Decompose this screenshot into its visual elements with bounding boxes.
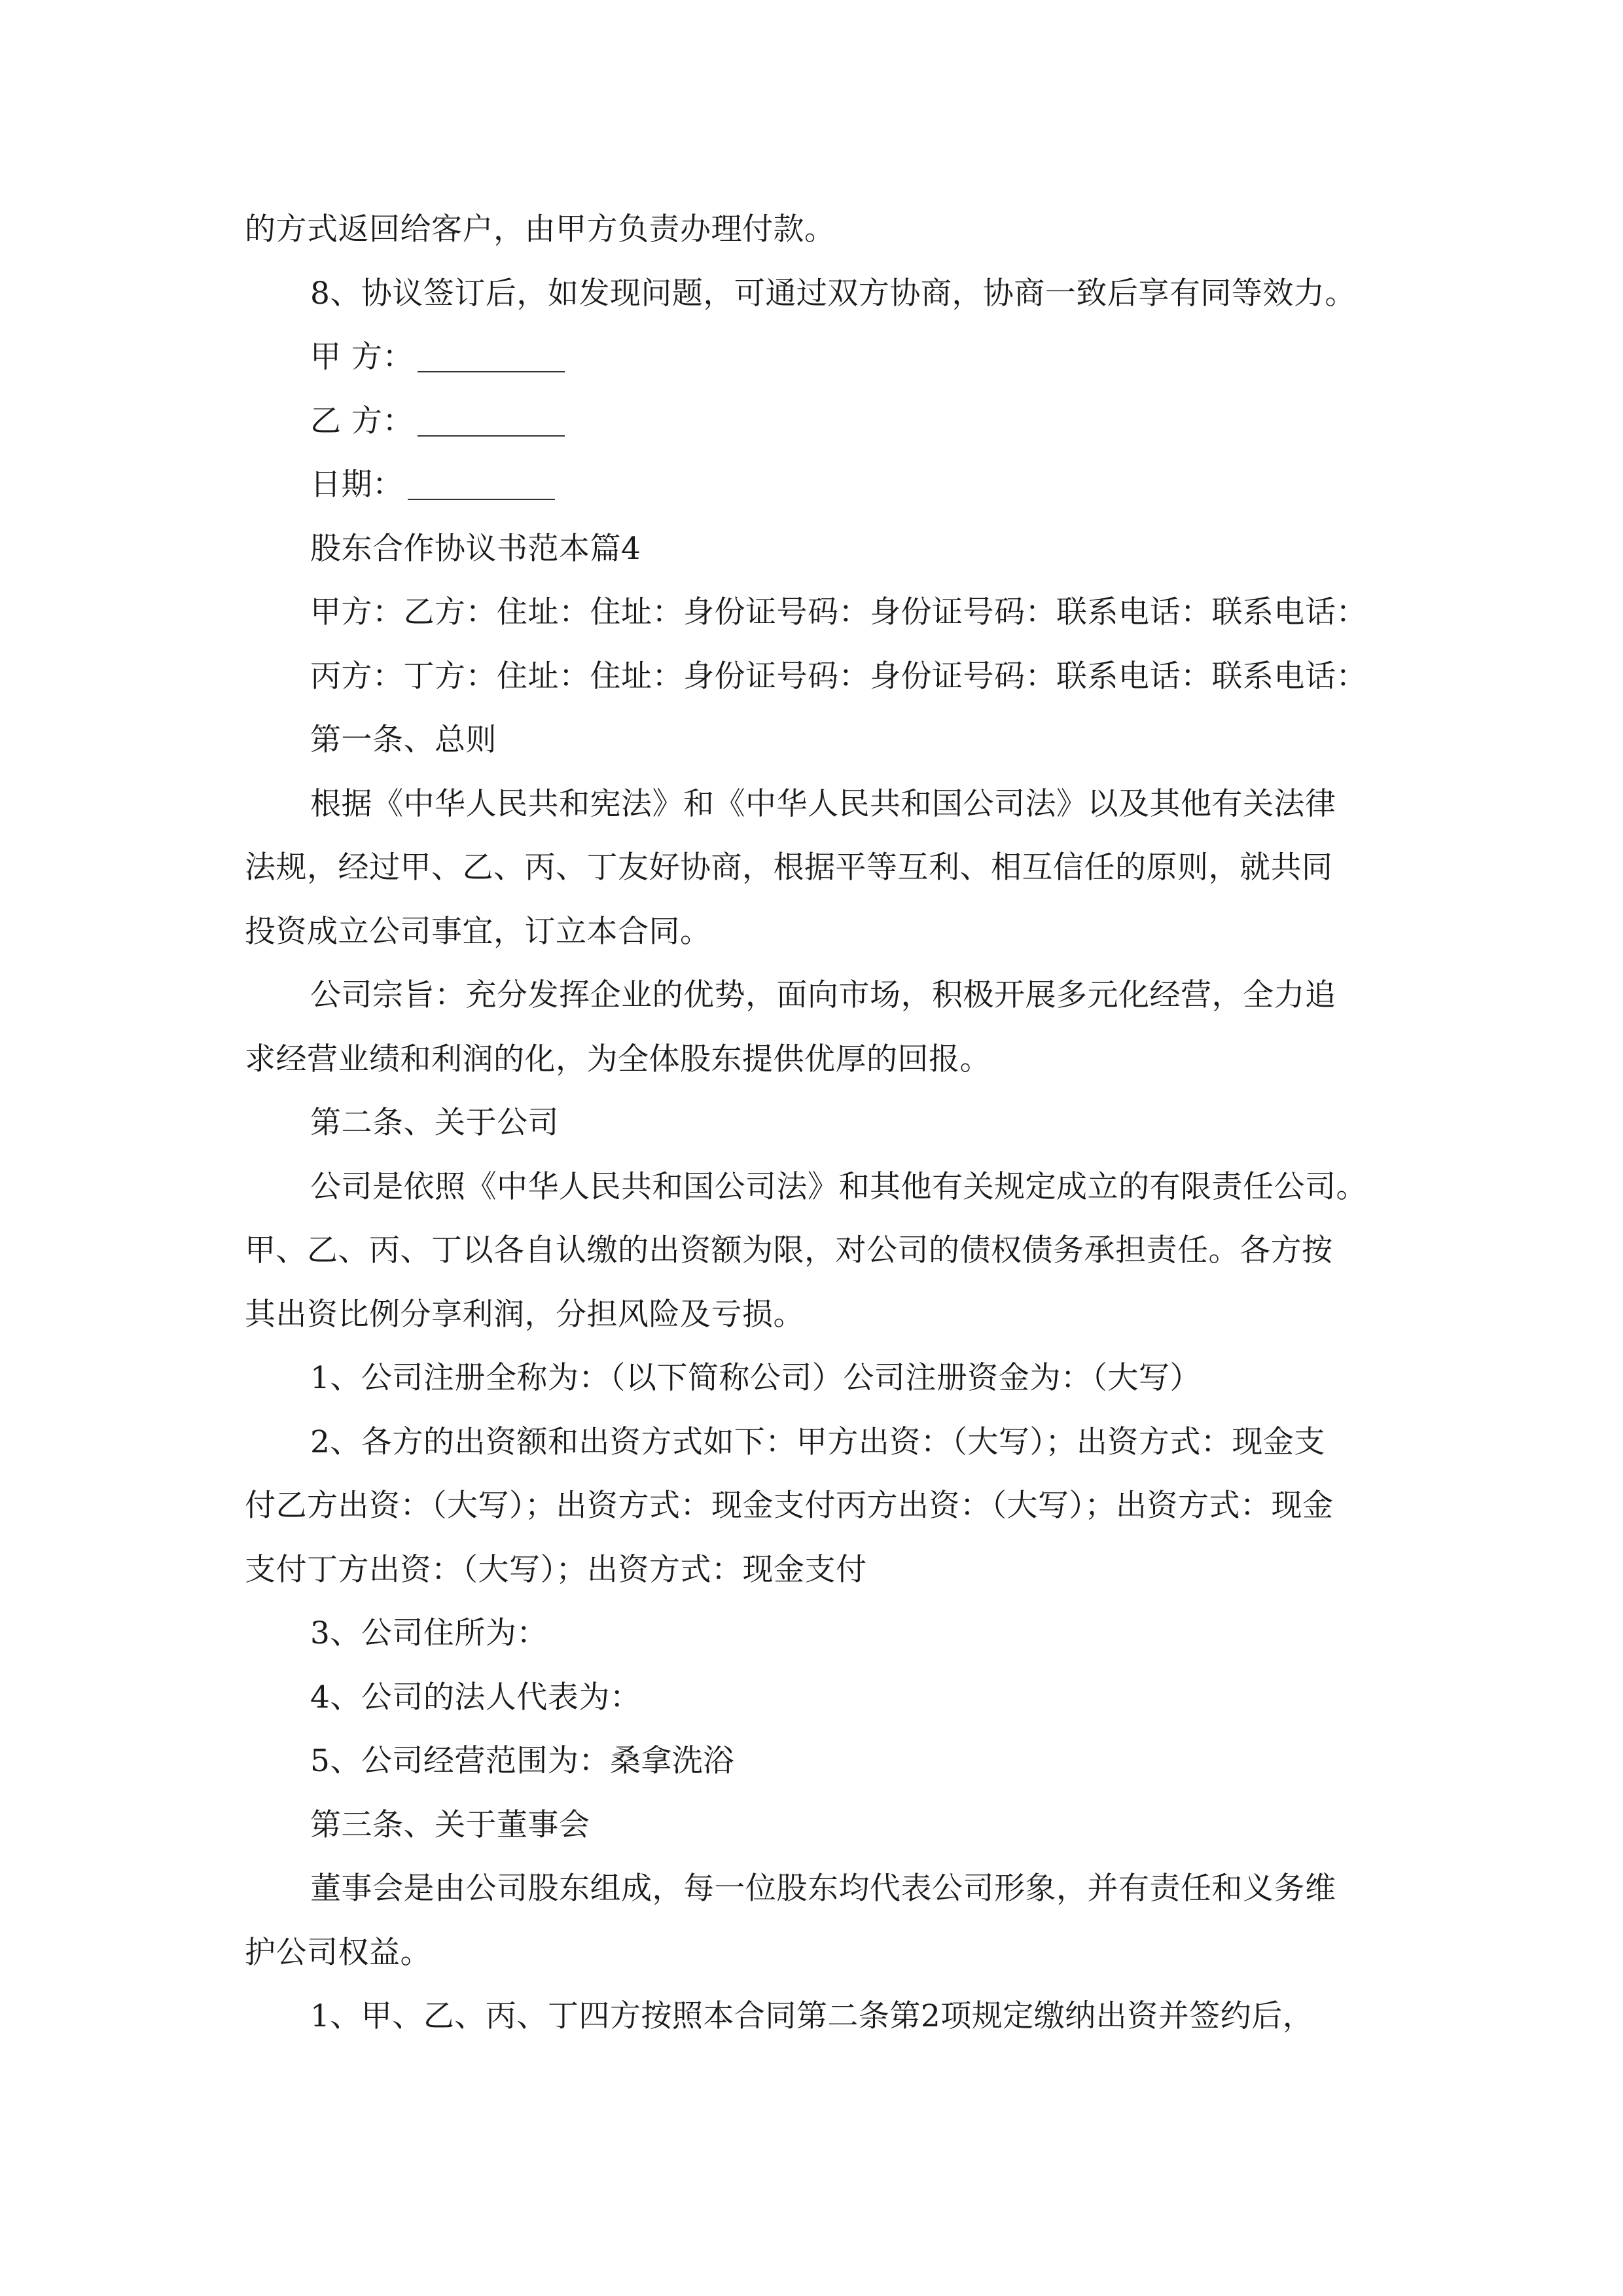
text-line: 投资成立公司事宜，订立本合同。 (245, 913, 711, 950)
signature-blank (408, 467, 555, 500)
article-heading: 第一条、总则 (310, 722, 497, 758)
signature-label: 日期： (310, 467, 404, 503)
text-line: 8、协议签订后，如发现问题，可通过双方协商，协商一致后享有同等效力。 (310, 275, 1356, 312)
text-line: 法规，经过甲、乙、丙、丁友好协商，根据平等互利、相互信任的原则，就共同 (245, 850, 1333, 886)
signature-date (245, 453, 1382, 517)
signature-party-a (245, 325, 1382, 389)
text-line: 2、各方的出资额和出资方式如下：甲方出资：（大写）；出资方式：现金支 (310, 1424, 1325, 1460)
signature-blank (418, 340, 565, 372)
section-title: 股东合作协议书范本篇4 (310, 530, 641, 567)
text-line: 支付丁方出资：（大写）；出资方式：现金支付 (245, 1551, 867, 1588)
article-heading: 第二条、关于公司 (310, 1105, 559, 1141)
text-line: 的方式返回给客户，由甲方负责办理付款。 (245, 211, 836, 247)
text-line: 董事会是由公司股东组成，每一位股东均代表公司形象，并有责任和义务维 (310, 1871, 1336, 1907)
text-line: 公司宗旨：充分发挥企业的优势，面向市场，积极开展多元化经营，全力追 (310, 977, 1336, 1013)
signature-label: 甲 方： (310, 339, 414, 375)
signature-blank (418, 404, 565, 437)
text-line: 5、公司经营范围为：桑拿洗浴 (310, 1743, 734, 1779)
text-line: 甲、乙、丙、丁以各自认缴的出资额为限，对公司的债权债务承担责任。各方按 (245, 1232, 1333, 1268)
text-line: 甲方：乙方：住址：住址：身份证号码：身份证号码：联系电话：联系电话： (310, 594, 1367, 630)
signature-label: 乙 方： (310, 403, 414, 439)
text-line: 公司是依照《中华人民共和国公司法》和其他有关规定成立的有限责任公司。 (310, 1168, 1367, 1205)
text-line: 付乙方出资：（大写）；出资方式：现金支付丙方出资：（大写）；出资方式：现金 (245, 1488, 1334, 1524)
text-line: 1、公司注册全称为：（以下简称公司）公司注册资金为：（大写） (310, 1360, 1201, 1396)
article-heading: 第三条、关于董事会 (310, 1806, 590, 1843)
text-line: 丙方：丁方：住址：住址：身份证号码：身份证号码：联系电话：联系电话： (310, 658, 1367, 694)
document-content (245, 198, 1382, 2049)
text-line: 根据《中华人民共和宪法》和《中华人民共和国公司法》以及其他有关法律 (310, 785, 1336, 822)
text-line: 3、公司住所为： (310, 1615, 548, 1651)
signature-party-b (245, 389, 1382, 454)
text-line: 护公司权益。 (245, 1934, 431, 1971)
text-line: 求经营业绩和利润的化，为全体股东提供优厚的回报。 (245, 1041, 991, 1077)
text-line: 其出资比例分享利润，分担风险及亏损。 (245, 1296, 804, 1333)
text-line: 4、公司的法人代表为： (310, 1679, 641, 1715)
text-line: 1、甲、乙、丙、丁四方按照本合同第二条第2项规定缴纳出资并签约后， (310, 1998, 1314, 2034)
